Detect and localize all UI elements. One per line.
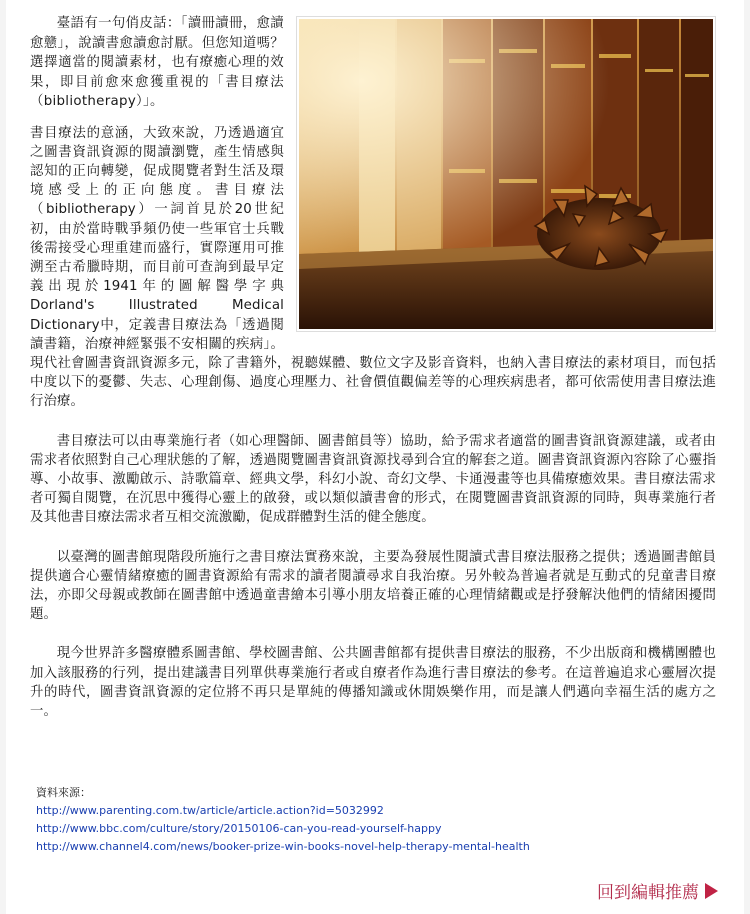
source-link-3[interactable]: http://www.channel4.com/news/booker-prize-win-books-novel-help-therapy-mental-health: [36, 840, 530, 853]
article-body: [30, 14, 716, 721]
sources-section: [36, 784, 716, 856]
back-to-recommendations-link[interactable]: [597, 878, 718, 903]
paragraph-definition: 書目療法的意涵，大致來說，乃透過適宜之圖書資訊資源的閱讀瀏覽，產生情感與認知的正向轉變，促成閱覽者對生活及環境感受上的正向態度。書目療法（bibliotherapy）一詞首見於20世紀初，由於當時戰爭頻仍使一些軍官士兵戰後需接受心理重建而盛行，實際運用可推溯至古希臘時期，而目前可查詢到最早定義出現於1941年的圖解醫學字典Dorland's Illustrated Medical Dictionary中，定義書目療法為「透過閱讀書籍，治療神經緊張不安相關的疾病」。現代社會圖書資訊資源多元，除了書籍外，視聽媒體、數位文字及影音資料，也納入書目療法的素材項目，而包括中度以下的憂鬱、失志、心理創傷、過度心理壓力、社會價值觀偏差等的心理疾病患者，都可依需使用書目療法進行治療。: [30, 125, 716, 410]
play-arrow-icon: [705, 883, 718, 899]
paragraph-world: 現今世界許多醫療體系圖書館、學校圖書館、公共圖書館都有提供書目療法的服務，不少出版商和機構團體也加入該服務的行列，提出建議書目列單供專業施行者或自療者作為進行書目療法的參考。在這普遍追求心靈層次提升的時代，圖書資訊資源的定位將不再只是單純的傳播知識或休閒娛樂作用，而是讓人們邁向幸福生活的處方之一。: [30, 646, 716, 719]
source-link-1[interactable]: http://www.parenting.com.tw/article/article.action?id=5032992: [36, 804, 384, 817]
bookshelf-pinecone-photo: [296, 16, 716, 332]
sources-label: 資料來源：: [36, 786, 91, 799]
paragraph-taiwan: 以臺灣的圖書館現階段所施行之書目療法實務來說，主要為發展性閱讀式書目療法服務之提供；透過圖書館員提供適合心靈情緒療癒的圖書資源給有需求的讀者閱讀尋求自我治療。另外較為普遍者就是互動式的兒童書目療法，亦即父母親或教師在圖書館中透過童書繪本引導小朋友培養正確的心理情緒觀或是抒發解決他們的情緒困擾問題。: [30, 549, 716, 623]
paragraph-intro: 臺語有一句俏皮話：「讀冊讀冊，愈讀愈戆」，說讀書愈讀愈討厭。但您知道嗎？選擇適當的閱讀素材，也有療癒心理的效果，即目前愈來愈獲重視的「書目療法（bibliotherapy）」。: [30, 16, 284, 109]
article-page: [6, 0, 744, 914]
paragraph-practice: 書目療法可以由專業施行者（如心理醫師、圖書館員等）協助，給予需求者適當的圖書資訊資源建議，或者由需求者依照對自己心理狀態的了解，透過閱覽圖書資訊資源找尋到合宜的解套之道。圖書資訊資源內容除了心靈指導、小故事、激勵啟示、詩歌篇章、經典文學，科幻小說、奇幻文學、卡通漫畫等也具備療癒效果。書目療法需求者可獨自閱覽，在沉思中獲得心靈上的啟發，或以類似讀書會的形式，在閱覽圖書資訊資源的同時，與專業施行者及其他書目療法需求者互相交流激勵，促成群體對生活的健全態度。: [30, 433, 716, 526]
source-link-2[interactable]: http://www.bbc.com/culture/story/20150106-can-you-read-yourself-happy: [36, 822, 442, 835]
back-link-label: 回到編輯推薦: [597, 883, 699, 903]
